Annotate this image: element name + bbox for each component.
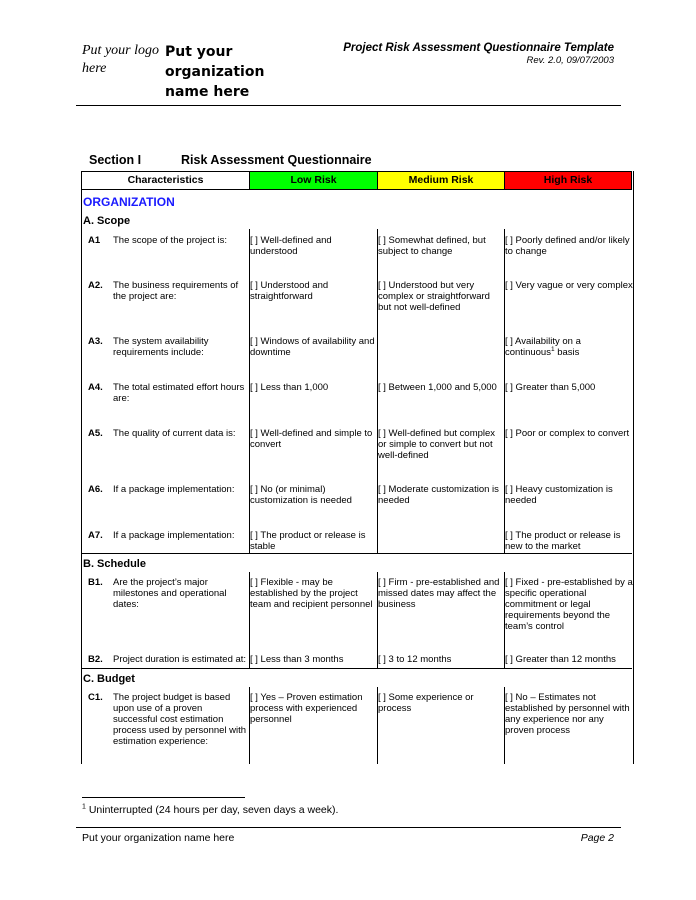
row-id: C1. xyxy=(88,692,103,703)
option-low-risk[interactable]: [ ] Less than 3 months xyxy=(250,654,344,665)
option-high-risk[interactable]: [ ] Poorly defined and/or likely to change xyxy=(505,235,630,257)
organization-name-placeholder: Put your organization name here xyxy=(165,44,265,100)
row-question: The business requirements of the project are: xyxy=(113,280,239,302)
option-medium-risk[interactable]: [ ] Somewhat defined, but subject to change xyxy=(378,235,486,257)
row-question: The quality of current data is: xyxy=(113,428,236,439)
option-high-risk[interactable]: [ ] Heavy customization is needed xyxy=(505,484,613,506)
option-medium-risk[interactable]: [ ] 3 to 12 months xyxy=(378,654,452,665)
footer-organization: Put your organization name here xyxy=(82,832,235,844)
option-medium-risk[interactable]: [ ] Between 1,000 and 5,000 xyxy=(378,382,497,393)
section-number: Section I xyxy=(89,153,142,167)
option-low-risk[interactable]: [ ] Less than 1,000 xyxy=(250,382,329,393)
footnote-marker: 1 xyxy=(550,345,555,353)
option-medium-risk[interactable]: [ ] Well-defined but complex or simple to convert but not well-defined xyxy=(378,428,496,461)
row-id: A2. xyxy=(88,280,103,291)
section-title: Risk Assessment Questionnaire xyxy=(181,153,372,167)
row-question: If a package implementation: xyxy=(113,530,235,541)
subsection-budget: C. Budget xyxy=(83,673,135,685)
footnote xyxy=(82,804,338,816)
table-rule xyxy=(81,553,632,554)
column-header-characteristics: Characteristics xyxy=(81,171,250,190)
option-medium-risk[interactable]: [ ] Some experience or process xyxy=(378,692,474,714)
option-text: basis xyxy=(554,347,580,358)
footnote-separator xyxy=(82,797,245,798)
table-rule xyxy=(81,189,632,190)
document-revision: Rev. 2.0, 09/07/2003 xyxy=(526,55,614,66)
option-high-risk[interactable]: [ ] Fixed - pre-established by a specific operational commitment or legal requirements beyond the team’s control xyxy=(505,577,633,632)
option-low-risk[interactable]: [ ] Understood and straightforward xyxy=(250,280,329,302)
table-rule xyxy=(81,668,632,669)
questionnaire-table xyxy=(81,171,634,764)
document-title: Project Risk Assessment Questionnaire Template xyxy=(343,42,614,54)
row-question: The system availability requirements include: xyxy=(113,336,209,358)
option-low-risk[interactable]: [ ] Well-defined and simple to convert xyxy=(250,428,373,450)
footnote-number: 1 xyxy=(82,803,86,811)
option-text: [ ] Availability on a continuous xyxy=(505,336,581,358)
header-rule xyxy=(76,105,621,106)
row-question: The scope of the project is: xyxy=(113,235,228,246)
row-id: A1 xyxy=(88,235,101,246)
option-low-risk[interactable]: [ ] Windows of availability and downtime xyxy=(250,336,375,358)
row-question: Are the project’s major milestones and operational dates: xyxy=(113,577,227,610)
option-low-risk[interactable]: [ ] Yes – Proven estimation process with experienced personnel xyxy=(250,692,363,725)
row-question: Project duration is estimated at: xyxy=(113,654,247,665)
option-high-risk[interactable]: [ ] Greater than 5,000 xyxy=(505,382,596,393)
row-id: A3. xyxy=(88,336,103,347)
option-medium-risk[interactable]: [ ] Moderate customization is needed xyxy=(378,484,499,506)
option-medium-risk[interactable]: [ ] Firm - pre-established and missed dates may affect the business xyxy=(378,577,500,610)
option-low-risk[interactable]: [ ] Well-defined and understood xyxy=(250,235,332,257)
row-id: B2. xyxy=(88,654,103,665)
column-header-medium-risk: Medium Risk xyxy=(377,171,505,190)
subsection-schedule: B. Schedule xyxy=(83,558,146,570)
row-id: B1. xyxy=(88,577,103,588)
row-question: If a package implementation: xyxy=(113,484,235,495)
row-id: A6. xyxy=(88,484,103,495)
row-id: A5. xyxy=(88,428,103,439)
option-high-risk[interactable]: [ ] Greater than 12 months xyxy=(505,654,616,665)
option-low-risk[interactable]: [ ] Flexible - may be established by the project team and recipient personnel xyxy=(250,577,373,610)
column-header-high-risk: High Risk xyxy=(504,171,632,190)
row-id: A7. xyxy=(88,530,103,541)
subsection-scope: A. Scope xyxy=(83,215,131,227)
row-question: The project budget is based upon use of a proven successful cost estimation process used by personnel with estimation experience: xyxy=(113,692,247,747)
footnote-text: Uninterrupted (24 hours per day, seven days a week). xyxy=(88,804,339,816)
logo-placeholder: Put your logo here xyxy=(82,43,159,76)
option-high-risk[interactable] xyxy=(505,336,633,358)
option-low-risk[interactable]: [ ] The product or release is stable xyxy=(250,530,366,552)
option-high-risk[interactable]: [ ] The product or release is new to the market xyxy=(505,530,621,552)
group-heading: ORGANIZATION xyxy=(83,195,175,209)
footer-rule xyxy=(76,827,621,828)
option-low-risk[interactable]: [ ] No (or minimal) customization is needed xyxy=(250,484,352,506)
option-high-risk[interactable]: [ ] Very vague or very complex xyxy=(505,280,633,291)
row-question: The total estimated effort hours are: xyxy=(113,382,245,404)
option-high-risk[interactable]: [ ] No – Estimates not established by personnel with any experience nor any proven process xyxy=(505,692,630,736)
row-id: A4. xyxy=(88,382,103,393)
option-high-risk[interactable]: [ ] Poor or complex to convert xyxy=(505,428,630,439)
option-medium-risk[interactable]: [ ] Understood but very complex or straightforward but not well-defined xyxy=(378,280,490,313)
page-number: Page 2 xyxy=(580,832,614,844)
column-header-low-risk: Low Risk xyxy=(249,171,378,190)
